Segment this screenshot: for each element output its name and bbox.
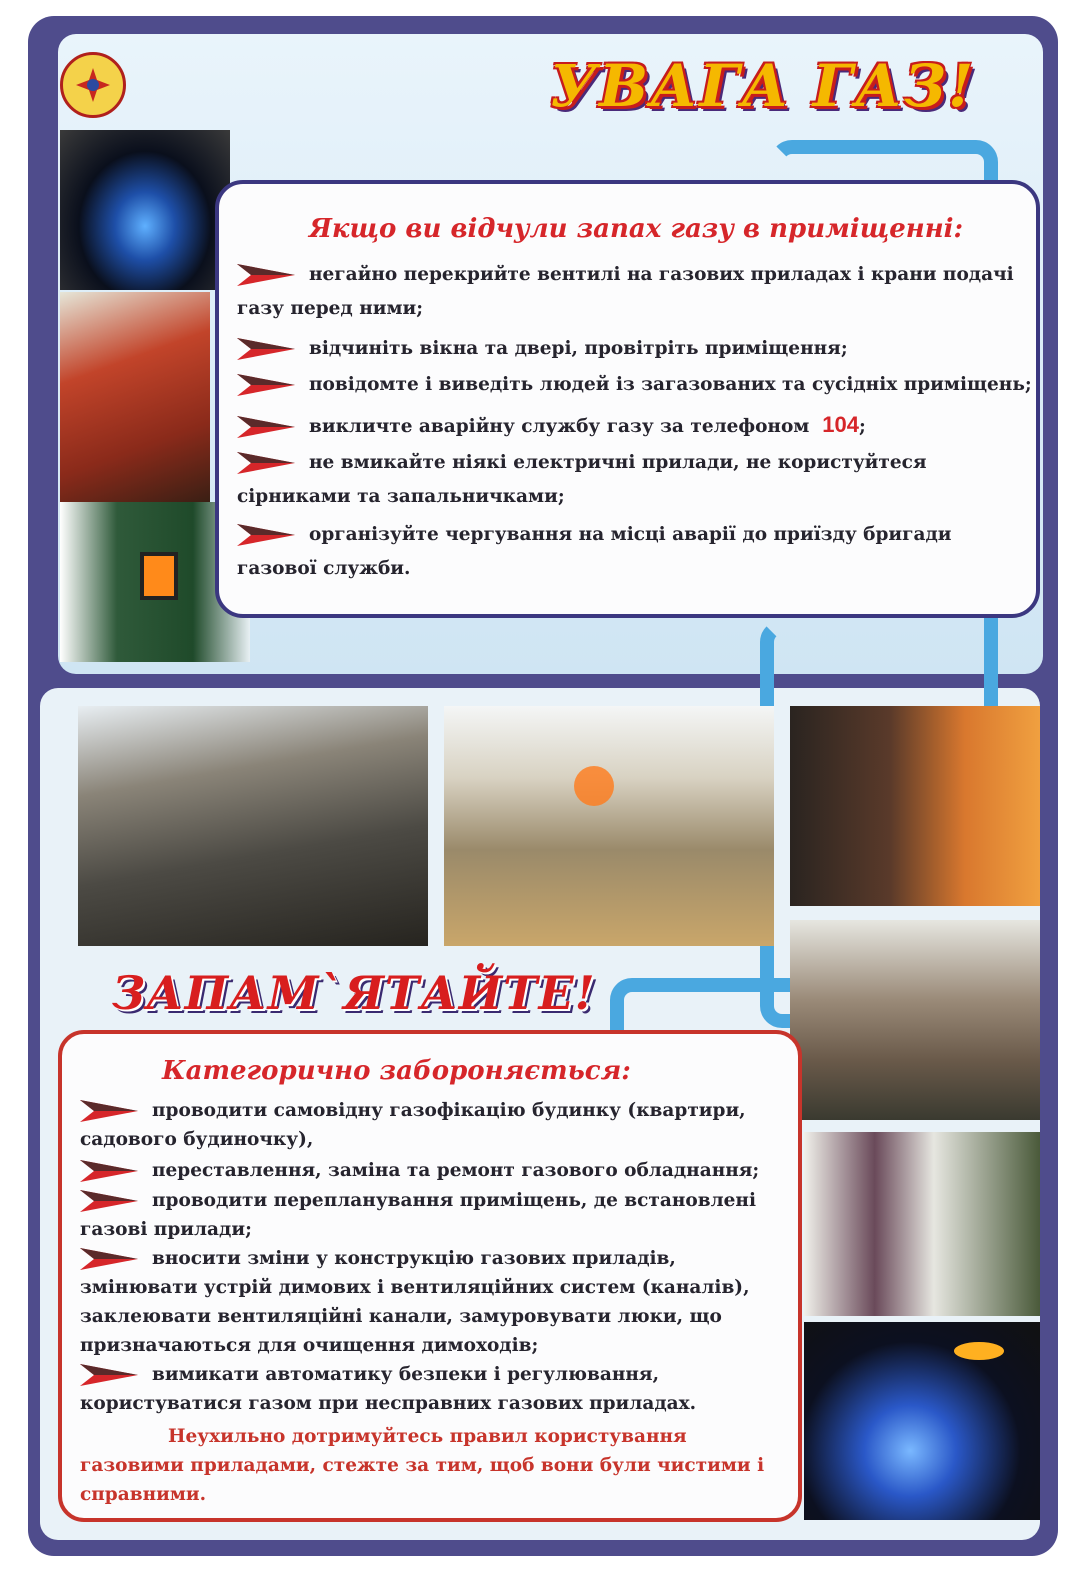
poster-title: УВАГА ГАЗ! <box>550 52 976 120</box>
list-item: переставлення, заміна та ремонт газового обладнання; <box>80 1156 800 1185</box>
emergency-service-emblem <box>60 52 126 118</box>
arrow-bullet-icon <box>80 1160 138 1182</box>
prohibitions-box <box>58 1030 802 1522</box>
kitchen-gas-photo <box>804 1132 1040 1316</box>
building-fire-photo <box>444 706 774 946</box>
arrow-bullet-icon <box>237 452 295 474</box>
list-item: вносити зміни у конструкцію газових приладів, змінювати устрій димових і вентиляційних систем (каналів), заклеювати вентиляційні канали, замуровувати люки, що призначаються для очищення димоходів; <box>80 1248 750 1356</box>
list-item: повідомте і виведіть людей із загазованих та сусідніх приміщень; <box>237 368 1037 402</box>
gas-cylinder-photo <box>60 292 210 502</box>
arrow-bullet-icon <box>80 1364 138 1386</box>
arrow-bullet-icon <box>80 1190 138 1212</box>
remember-heading: ЗАПАМ`ЯТАЙТЕ! <box>112 966 596 1020</box>
arrow-bullet-icon <box>80 1100 138 1122</box>
arrow-bullet-icon <box>237 416 295 438</box>
list-item: відчиніть вікна та двері, провітріть приміщення; <box>237 332 1037 366</box>
collapsed-building-photo <box>78 706 428 946</box>
arrow-bullet-icon <box>80 1248 138 1270</box>
burnt-interior-photo <box>790 706 1040 906</box>
section-heading: Категорично забороняється: <box>162 1056 631 1086</box>
arrow-bullet-icon <box>237 338 295 360</box>
list-item: негайно перекрийте вентилі на газових приладах і крани подачі газу перед ними; <box>237 264 1014 319</box>
list-item: проводити самовідну газофікацію будинку (квартири, садового будиночку), <box>80 1100 746 1150</box>
list-item: організуйте чергування на місці аварії до приїзду бригади газової служби. <box>237 524 952 579</box>
list-item: проводити перепланування приміщень, де встановлені газові прилади; <box>80 1190 756 1240</box>
arrow-bullet-icon <box>237 264 295 286</box>
house-fire-photo <box>790 920 1040 1120</box>
gas-burner-photo <box>60 130 230 290</box>
gas-smell-instructions <box>215 180 1040 618</box>
closing-note: Неухильно дотримуйтесь правил користування газовими приладами, стежте за тим, щоб вони були чистими і справними. <box>80 1426 765 1505</box>
arrow-bullet-icon <box>237 524 295 546</box>
arrow-bullet-icon <box>237 374 295 396</box>
section-heading: Якщо ви відчули запах газу в приміщенні: <box>309 214 964 244</box>
list-item: викличте аварійну службу газу за телефоном 104; <box>237 408 1037 444</box>
list-item: не вмикайте ніякі електричні прилади, не користуйтеся сірниками та запальничками; <box>237 452 927 507</box>
list-item: вимикати автоматику безпеки і регулювання, користуватися газом при несправних газових приладах. <box>80 1364 697 1414</box>
lighting-burner-photo <box>804 1322 1040 1520</box>
emergency-phone-number: 104 <box>822 412 859 437</box>
